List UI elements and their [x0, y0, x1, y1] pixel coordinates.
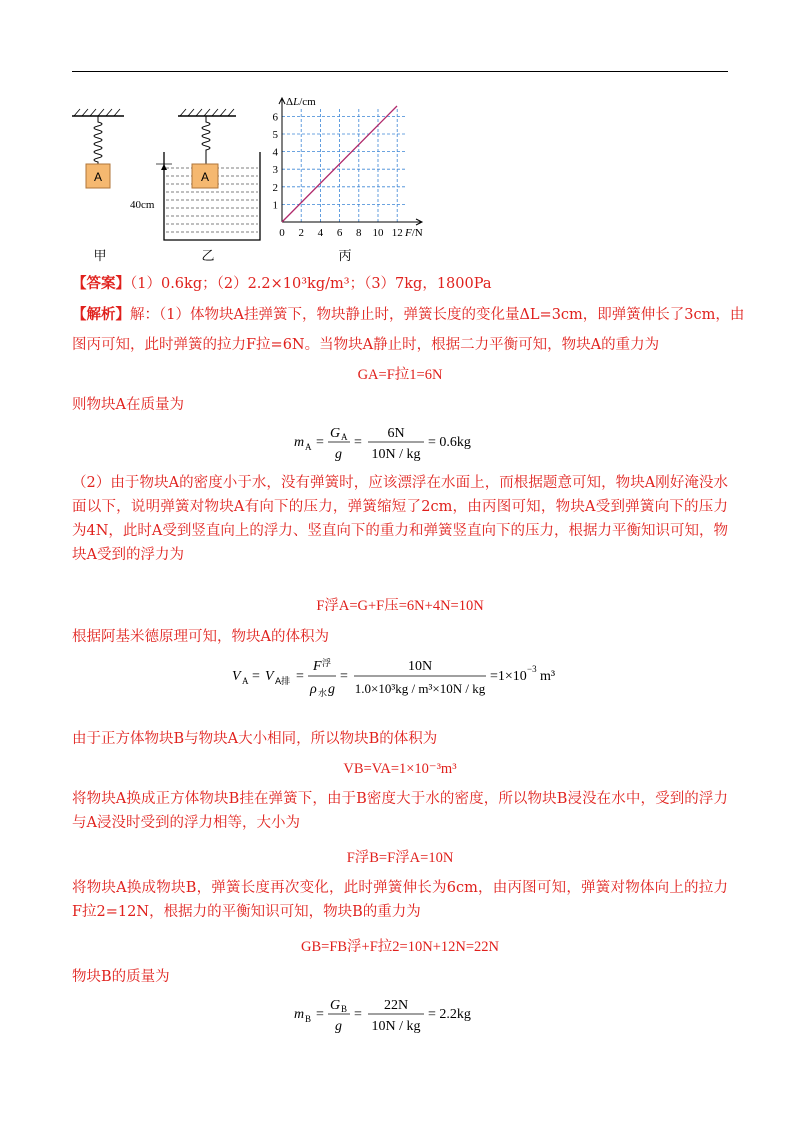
y-tick-3: 3 [272, 164, 278, 177]
header-rule [72, 71, 728, 72]
svg-text:= 0.6kg: = 0.6kg [428, 435, 471, 450]
figure-bing [273, 96, 423, 264]
svg-text:10N / kg: 10N / kg [371, 447, 421, 462]
svg-text:=: = [252, 669, 260, 684]
svg-text:g: g [335, 1019, 342, 1034]
label-yi: 乙 [201, 249, 215, 264]
svg-text:−3: −3 [527, 664, 537, 674]
x-axis-unit: /N [411, 227, 423, 239]
analysis-p7: 将物块A换成物块B，弹簧长度再次变化，此时弹簧伸长为6cm，由丙图可知，弹簧对物体向上的拉力F拉2=12N，根据力的平衡知识可知，物块B的重力为 [72, 880, 728, 920]
equation-ga: GA=F拉1=6N [357, 367, 443, 383]
svg-text:V: V [232, 669, 241, 684]
figure-jia [72, 109, 124, 264]
svg-text:1.0×10³kg / m³×10N / kg: 1.0×10³kg / m³×10N / kg [354, 681, 486, 696]
equation-gb: GB=FB浮+F拉2=10N+12N=22N [301, 939, 499, 955]
svg-text:F/N [404, 227, 423, 239]
formula-ma [0, 420, 800, 464]
analysis-p5: 由于正方体物块B与物块A大小相同，所以物块B的体积为 [72, 731, 438, 747]
analysis-tag: 【解析】 [72, 306, 130, 323]
analysis-p6: 将物块A换成正方体物块B挂在弹簧下，由于B密度大于水的密度，所以物块B浸没在水中，受到的浮力与A浸没时受到的浮力相等，大小为 [72, 791, 728, 831]
analysis-p1b: 图丙可知，此时弹簧的拉力F拉=6N。当物块A静止时，根据二力平衡可知，物块A的重力为 [72, 337, 660, 353]
spring-jia [94, 116, 102, 164]
x-tick-4: 4 [317, 227, 324, 239]
svg-text:= 2.2kg: = 2.2kg [428, 1007, 471, 1022]
svg-text:m³: m³ [540, 669, 556, 684]
svg-text:10N: 10N [407, 659, 433, 674]
x-tick-6: 6 [336, 227, 343, 239]
svg-text:g: g [335, 447, 342, 462]
svg-text:浮: 浮 [322, 659, 332, 669]
answer-text: （1）0.6kg；（2）2.2×10³kg/m³；（3）7kg，1800Pa [130, 276, 492, 292]
analysis-p2: 则物块A在质量为 [72, 397, 184, 413]
svg-text:=: = [316, 1007, 324, 1022]
x-tick-2: 2 [298, 227, 304, 239]
answer-line [72, 272, 728, 296]
y-tick-4: 4 [272, 146, 278, 159]
y-axis-l: L [293, 96, 300, 108]
equation-fb: F浮B=F浮A=10N [346, 850, 454, 866]
svg-text:G: G [330, 426, 341, 441]
x-tick-0: 0 [279, 227, 285, 239]
x-tick-8: 8 [356, 227, 362, 239]
analysis-p8: 物块B的质量为 [72, 969, 170, 985]
analysis-p3: （2）由于物块A的密度小于水，没有弹簧时，应该漂浮在水面上，而根据题意可知，物块A刚好淹没水面以下，说明弹簧对物块A有向下的压力，弹簧缩短了2cm，由丙图可知，物块A受到弹簧向下的压力为4N，此时A受到竖直向上的浮力、竖直向下的重力和弹簧竖直向下的压力，根据力平衡知识可知，物块A受到的浮力为 [72, 475, 728, 563]
svg-text:=: = [354, 435, 362, 450]
figure-yi [130, 109, 260, 264]
svg-text:A: A [341, 432, 348, 442]
svg-text:A: A [305, 442, 312, 452]
svg-text:=: = [354, 1007, 362, 1022]
equation-vb: VB=VA=1×10⁻³m³ [343, 761, 457, 777]
svg-text:A: A [200, 170, 210, 184]
equation-fa: F浮A=G+F压=6N+4N=10N [316, 598, 484, 614]
answer-tag: 【答案】 [72, 275, 130, 292]
svg-text:m: m [294, 1007, 305, 1022]
y-tick-6: 6 [272, 111, 278, 124]
y-tick-1: 1 [272, 199, 278, 212]
svg-text:10N / kg: 10N / kg [371, 1019, 421, 1034]
label-bing: 丙 [338, 249, 352, 264]
analysis-p4: 根据阿基米德原理可知，物块A的体积为 [72, 629, 329, 645]
x-tick-12: 12 [391, 227, 403, 239]
svg-text:A: A [242, 676, 249, 686]
y-tick-5: 5 [272, 129, 278, 141]
x-axis-f: F [405, 227, 412, 239]
physics-figure [60, 92, 460, 267]
analysis-p1: 【解析】解：（1）体物块A挂弹簧下，物块静止时，弹簧长度的变化量ΔL=3cm，即弹簧伸长了3cm，由 [72, 306, 745, 323]
x-tick-10: 10 [372, 227, 384, 239]
svg-text:ρ: ρ [310, 682, 317, 697]
svg-text:=: = [340, 669, 348, 684]
svg-text:g: g [328, 682, 335, 697]
svg-text:F: F [313, 659, 322, 674]
label-jia: 甲 [93, 249, 107, 264]
svg-text:水: 水 [318, 689, 328, 699]
svg-text:=: = [296, 669, 304, 684]
svg-text:=1×10: =1×10 [490, 669, 527, 684]
y-axis-delta: Δ [286, 96, 294, 108]
svg-text:=: = [316, 435, 324, 450]
y-axis-unit: /cm [299, 96, 316, 108]
depth-label: 40cm [130, 199, 155, 211]
svg-text:6N: 6N [387, 426, 405, 441]
svg-text:A排: A排 [275, 677, 291, 687]
y-tick-2: 2 [272, 181, 278, 194]
svg-text:ΔL/cm [286, 96, 316, 108]
svg-text:V: V [265, 669, 274, 684]
svg-text:A: A [93, 170, 103, 184]
formula-mb [0, 992, 800, 1036]
svg-text:B: B [305, 1014, 312, 1024]
spring-yi [202, 116, 210, 164]
svg-text:m: m [294, 435, 305, 450]
svg-text:22N: 22N [383, 998, 409, 1013]
formula-va [0, 652, 800, 700]
svg-text:B: B [341, 1004, 348, 1014]
svg-text:G: G [330, 998, 341, 1013]
